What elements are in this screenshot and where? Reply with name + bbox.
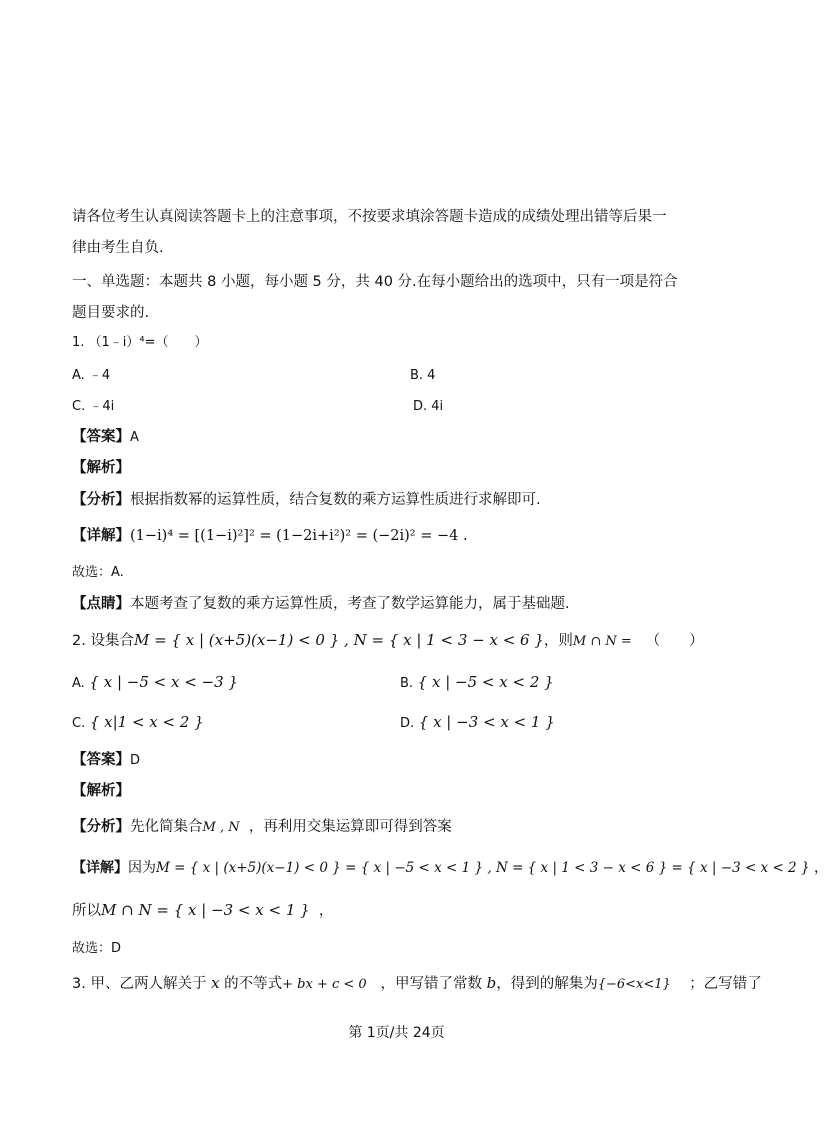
q1-analysis-tag: 【解析】 [72, 460, 130, 476]
answer-tag: 【答案】 [72, 752, 130, 768]
q1-answer [72, 427, 139, 448]
fenxi-text: 根据指数幂的运算性质，结合复数的乘方运算性质进行求解即可. [130, 492, 541, 508]
fenxi-post: ，再利用交集运算即可得到答案 [248, 819, 452, 835]
section-header-line-1: 一、单选题：本题共 8 小题，每小题 5 分，共 40 分.在每小题给出的选项中，只有一项是符合 [72, 274, 678, 290]
q1-option-d: D. 4i [413, 399, 444, 414]
q1-dianjing [72, 594, 570, 614]
notice-line-1: 请各位考生认真阅读答题卡上的注意事项，不按要求填涂答题卡造成的成绩处理出错等后果一 [72, 209, 667, 225]
q2-option-d-text: { x | −3 < x < 1 } [418, 713, 555, 731]
q2-result: 故选：D [72, 941, 122, 956]
q2-stem [72, 630, 704, 652]
q2-option-c [72, 712, 204, 734]
suoyi-math: M ∩ N = { x | −3 < x < 1 } [101, 901, 310, 919]
q2-option-c-label: C. [72, 716, 86, 731]
q2-suoyi [72, 900, 333, 921]
q1-xiangjie [72, 526, 468, 546]
q3-mid2: ，甲写错了常数 [380, 976, 483, 992]
answer-value: A [130, 430, 139, 445]
q2-stem-end: （ ） [645, 633, 704, 649]
xiangjie-pre: 因为 [128, 860, 156, 876]
q1-result: 故选：A. [72, 565, 124, 580]
q2-option-b-label: B. [400, 676, 414, 691]
q2-option-a [72, 672, 238, 694]
q2-stem-pre: 2. 设集合 [72, 633, 134, 649]
q3-pre: 3. 甲、乙两人解关于 [72, 976, 207, 992]
fenxi-pre: 先化简集合 [130, 819, 203, 835]
q3-mid3: ，得到的解集为 [496, 976, 598, 992]
q2-option-d [400, 712, 555, 734]
q3-post: ；乙写错了 [689, 976, 762, 992]
q1-stem: 1. （1﹣i）⁴=（ ） [72, 335, 208, 350]
q3-stem [72, 973, 762, 995]
xiangjie-end: ， [813, 860, 828, 876]
answer-value: D [130, 753, 141, 768]
dianjing-text: 本题考查了复数的乘方运算性质，考查了数学运算能力，属于基础题. [130, 596, 570, 612]
q2-option-a-text: { x | −5 < x < −3 } [89, 673, 238, 691]
q2-option-d-label: D. [400, 716, 415, 731]
fenxi-tag: 【分析】 [72, 492, 130, 508]
q2-answer [72, 750, 140, 771]
section-header-line-2: 题目要求的. [72, 305, 150, 321]
dianjing-tag: 【点睛】 [72, 596, 130, 612]
notice-line-2: 律由考生自负. [72, 240, 164, 256]
q2-option-b [400, 672, 554, 694]
xiangjie-math: M = { x | (x+5)(x−1) < 0 } = { x | −5 < x < 1 } , N = { x | 1 < 3 − x < 6 } = { x | −3 < x < 2 } [156, 860, 810, 876]
q2-stem-mid: ，则 [543, 633, 573, 649]
q2-stem-math2: M ∩ N = [572, 634, 632, 649]
q2-option-c-text: { x|1 < x < 2 } [89, 713, 204, 731]
q3-set: {−6<x<1} [597, 977, 671, 992]
fenxi-math: M , N [202, 820, 240, 835]
q2-stem-math: M = { x | (x+5)(x−1) < 0 } , N = { x | 1 < 3 − x < 6 } [133, 631, 544, 649]
q2-xiangjie [72, 858, 828, 878]
fenxi-tag: 【分析】 [72, 819, 130, 835]
q1-option-a: A. ﹣4 [72, 368, 111, 383]
q1-option-b: B. 4 [410, 368, 436, 383]
q2-fenxi [72, 817, 452, 838]
q2-analysis-tag: 【解析】 [72, 783, 130, 799]
q1-option-c: C. ﹣4i [72, 399, 115, 414]
xiangjie-tag: 【详解】 [72, 860, 128, 876]
q2-option-b-text: { x | −5 < x < 2 } [417, 673, 554, 691]
q3-b: b [486, 974, 497, 992]
q1-fenxi [72, 490, 541, 510]
q3-var: x [211, 974, 220, 992]
page-footer: 第 1页/共 24页 [348, 1025, 445, 1041]
answer-tag: 【答案】 [72, 429, 130, 445]
q2-option-a-label: A. [72, 676, 85, 691]
q3-ineq: + bx + c < 0 [282, 977, 367, 992]
suoyi-end: ， [318, 903, 334, 919]
suoyi-pre: 所以 [72, 903, 101, 919]
xiangjie-tag: 【详解】 [72, 528, 130, 544]
q3-mid1: 的不等式 [224, 976, 283, 992]
xiangjie-math: (1−i)⁴ = [(1−i)²]² = (1−2i+i²)² = (−2i)² = −4 . [130, 528, 468, 544]
